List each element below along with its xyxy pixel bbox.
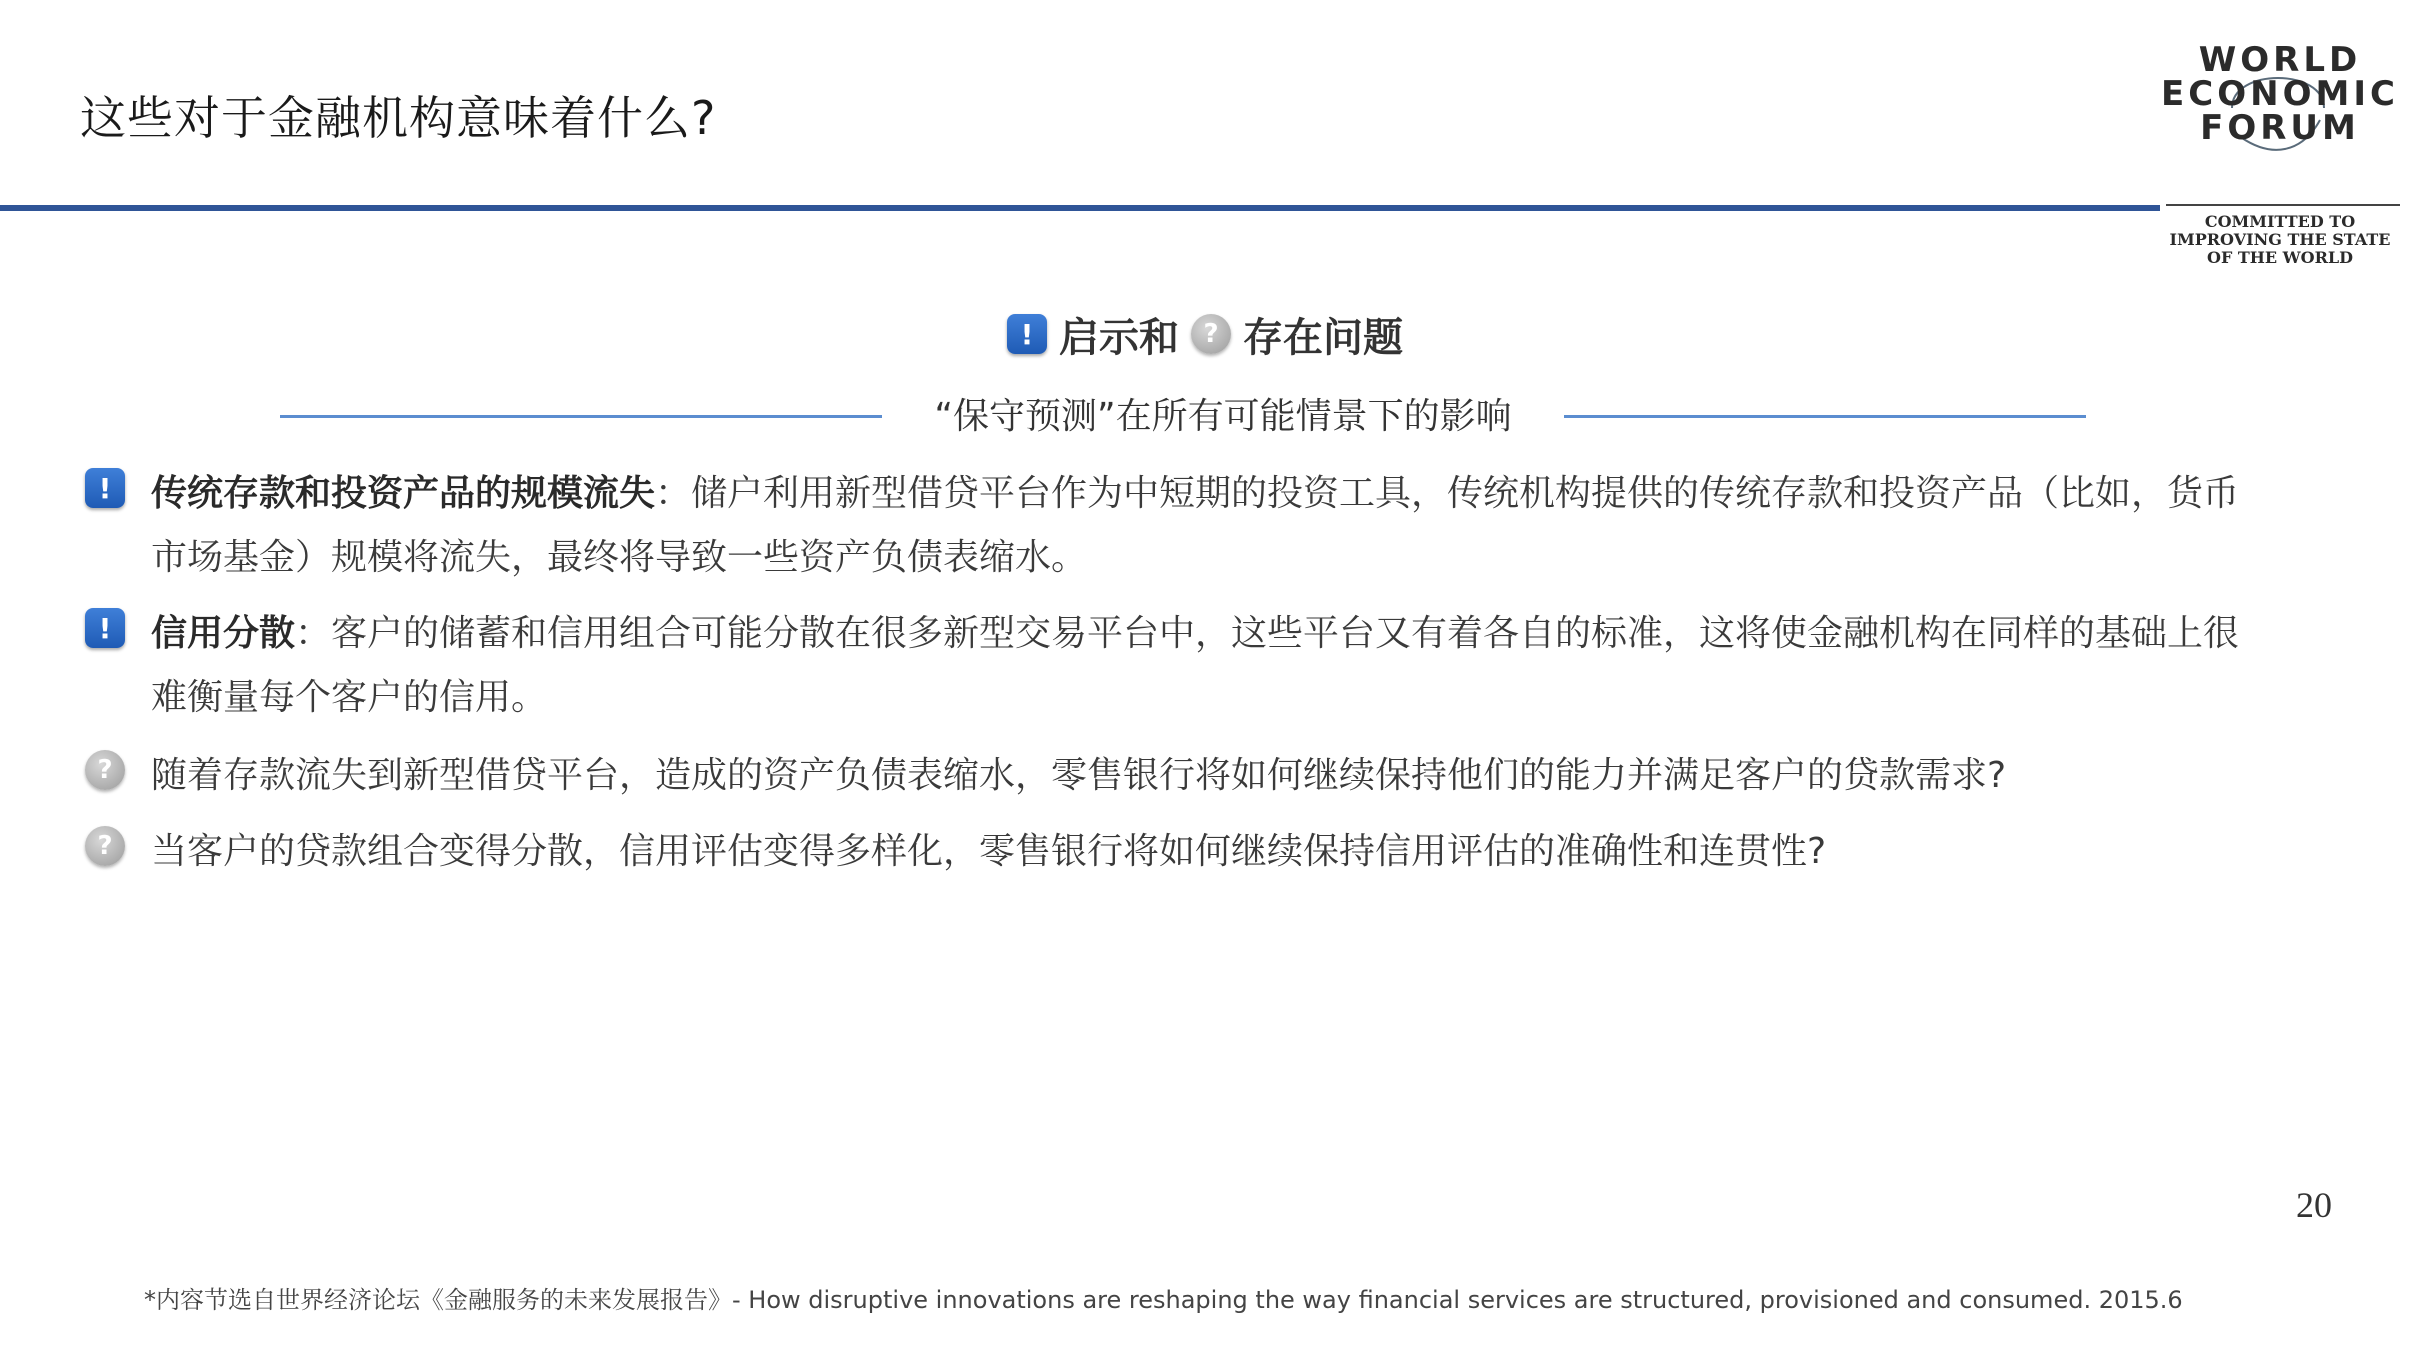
- list-item-text: [151, 462, 2265, 590]
- logo-text-world: WORLD: [2198, 40, 2362, 80]
- list-item: [85, 744, 2265, 810]
- logo-tagline-3: OF THE WORLD: [2207, 248, 2353, 267]
- list-item-text: [151, 744, 2265, 808]
- exclamation-icon: !: [85, 608, 125, 648]
- list-item: [85, 602, 2265, 732]
- list-item-body: ：储户利用新型借贷平台作为中短期的投资工具，传统机构提供的传统存款和投资产品（比如，货币市场基金）规模将流失，最终将导致一些资产负债表缩水。: [151, 473, 2240, 578]
- question-icon: ?: [85, 750, 125, 790]
- list-item: [85, 462, 2265, 592]
- list-item-body: 随着存款流失到新型借贷平台，造成的资产负债表缩水，零售银行将如何继续保持他们的能力并满足客户的贷款需求?: [151, 755, 2007, 796]
- slide-title: 这些对于金融机构意味着什么?: [80, 91, 717, 145]
- page-number: 20: [2296, 1185, 2332, 1225]
- logo-text-economic: ECONOMIC: [2161, 74, 2399, 114]
- logo-tagline-2: IMPROVING THE STATE: [2169, 230, 2391, 249]
- subtitle-rule-right: [1564, 415, 2086, 418]
- list-item-text: [151, 820, 2265, 884]
- exclamation-icon: !: [85, 468, 125, 508]
- logo-tagline-1: COMMITTED TO: [2204, 212, 2356, 231]
- subtitle-rule-left: [280, 415, 882, 418]
- list-item: [85, 820, 2265, 886]
- list-item-heading: 信用分散: [151, 613, 296, 654]
- question-icon: ?: [1191, 314, 1231, 354]
- wef-logo: [2160, 36, 2400, 276]
- subtitle-text: “保守预测”在所有可能情景下的影响: [934, 396, 1512, 437]
- question-icon: ?: [85, 826, 125, 866]
- section-label-implication: 启示和: [1059, 314, 1179, 361]
- exclamation-icon: !: [1007, 314, 1047, 354]
- section-heading: [0, 302, 2410, 366]
- list-item-heading: 传统存款和投资产品的规模流失: [151, 473, 656, 514]
- logo-divider: [2166, 204, 2400, 206]
- section-label-problem: 存在问题: [1243, 314, 1403, 361]
- list-item-body: ：客户的储蓄和信用组合可能分散在很多新型交易平台中，这些平台又有着各自的标准，这将使金融机构在同样的基础上很难衡量每个客户的信用。: [151, 613, 2240, 718]
- section-subtitle: [280, 388, 2086, 444]
- footnote: *内容节选自世界经济论坛《金融服务的未来发展报告》- How disruptive innovations are reshaping the way financial services are structured, provisioned and consumed. 2015.6: [144, 1286, 2183, 1314]
- header-divider: [0, 205, 2160, 211]
- list-item-body: 当客户的贷款组合变得分散，信用评估变得多样化，零售银行将如何继续保持信用评估的准确性和连贯性?: [151, 831, 1827, 872]
- logo-text-forum: FORUM: [2200, 108, 2360, 148]
- list-item-text: [151, 602, 2265, 730]
